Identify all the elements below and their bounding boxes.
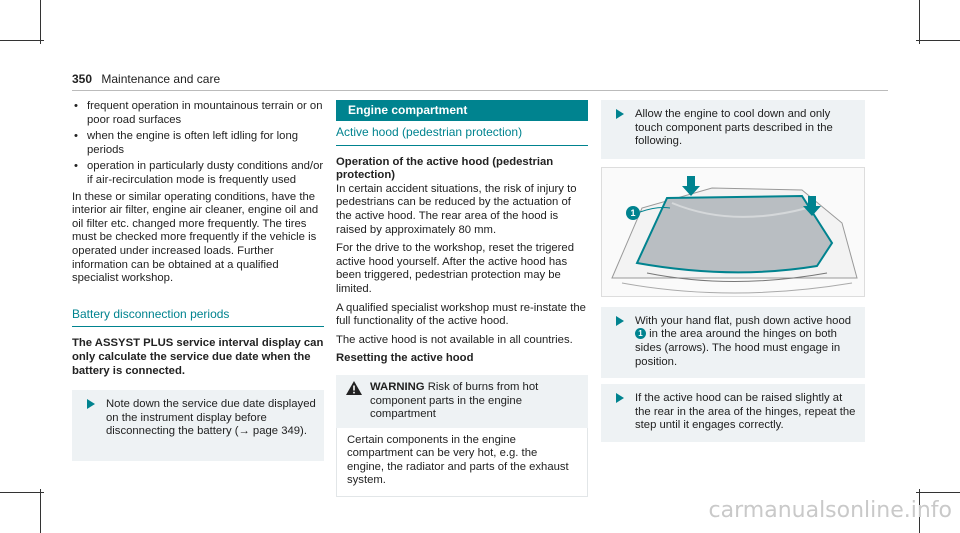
page-header: [72, 72, 220, 86]
crop-mark: [916, 492, 960, 493]
chapter-banner: Engine compartment: [336, 100, 588, 121]
step-arrow-icon: [616, 393, 624, 403]
header-rule: [72, 90, 888, 91]
step-arrow-icon: [616, 316, 624, 326]
warning-header: [336, 375, 588, 428]
crop-mark: [40, 0, 41, 44]
list-item: • frequent operation in mountainous terrain or on poor road surfaces: [74, 100, 323, 126]
inline-callout: 1: [635, 328, 646, 339]
bold-paragraph: The ASSYST PLUS service interval display can only calculate the service due date when the battery is connected.: [72, 337, 324, 377]
warning-icon: [346, 381, 362, 395]
paragraph: For the drive to the workshop, reset the trigered active hood yourself. After the active hood has been triggered, pedestrian protection may be limited.: [336, 242, 574, 295]
watermark: carmanualsonline.info: [708, 498, 952, 523]
section-heading: Active hood (pedestrian protection): [336, 125, 523, 139]
instruction-step: If the active hood can be raised slightly at the rear in the area of the hinges, repeat the step until it engages correctly.: [601, 384, 865, 442]
crop-mark: [0, 40, 44, 41]
section-rule: [336, 145, 588, 146]
list-item: • when the engine is often left idling for long periods: [74, 130, 299, 156]
crop-mark: [916, 40, 960, 41]
left-column: [72, 100, 324, 461]
section-rule: [72, 326, 324, 327]
instruction-step: Allow the engine to cool down and only touch component parts described in the following.: [601, 100, 865, 159]
warning-box: [336, 375, 588, 497]
subheading: Resetting the active hood: [336, 352, 474, 365]
paragraph: In certain accident situations, the risk of injury to pedestrians can be reduced by the actuation of the active hood. The rear area of the hood is raised by approximately 80 mm.: [336, 182, 577, 236]
instruction-step: Note down the service due date displayed on the instrument display before disconnecting the battery (→ page 349).: [72, 390, 324, 461]
step-arrow-icon: [87, 399, 95, 409]
middle-column: [336, 100, 588, 497]
car-hood-illustration: [602, 168, 864, 296]
page-number: 350: [72, 72, 93, 86]
warning-title: Risk of burns from hot component parts in the engine compartment: [370, 380, 539, 421]
step-arrow-icon: [616, 109, 624, 119]
crop-mark: [919, 0, 920, 44]
figure-callout: 1: [626, 206, 640, 220]
paragraph: In these or similar operating conditions, have the interior air filter, engine air cleaner, engine oil and oil filter etc. changed more frequently. The tires must be checked more frequently if the vehicle is operated under increased loads. Further information can be obtained at a qualified specialist workshop.: [72, 190, 319, 285]
crop-mark: [40, 489, 41, 533]
instruction-step: With your hand flat, push down active hood 1 in the area around the hinges on both sides (arrows). The hood must engage in position.: [601, 307, 865, 378]
list-item: • operation in particularly dusty conditions and/or if air-recirculation mode is frequently used: [74, 160, 324, 186]
section-heading: Battery disconnection periods: [72, 306, 230, 321]
subheading: Operation of the active hood (pedestrian protection): [336, 155, 554, 182]
crop-mark: [0, 492, 44, 493]
hood-figure: [601, 167, 865, 297]
warning-label: WARNING: [370, 380, 425, 393]
paragraph: A qualified specialist workshop must re-instate the full functionality of the active hood.: [336, 301, 586, 328]
section-title: Maintenance and care: [101, 72, 221, 86]
paragraph: The active hood is not available in all countries.: [336, 333, 573, 346]
right-column: [601, 100, 865, 442]
warning-body: Certain components in the engine compartment can be very hot, e.g. the engine, the radiator and parts of the exhaust system.: [336, 428, 588, 497]
